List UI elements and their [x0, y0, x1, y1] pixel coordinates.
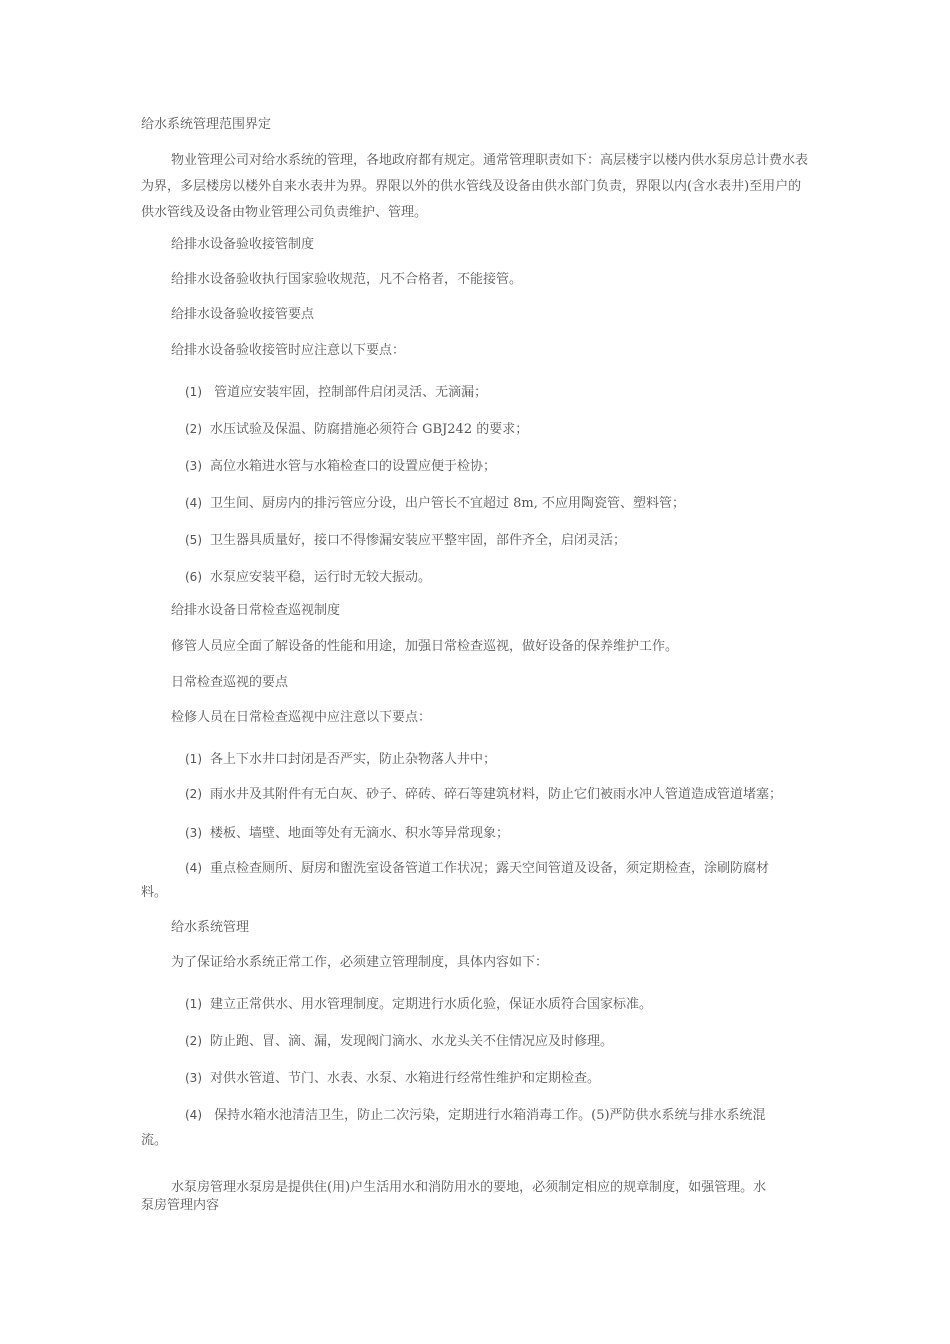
list-item: (2) 水压试验及保温、防腐措施必须符合 GBJ242 的要求； — [185, 422, 529, 437]
paragraph-acceptance-intro: 给排水设备验收接管时应注意以下要点： — [171, 343, 406, 358]
list-item: (3) 对供水管道、节门、水表、水泵、水箱进行经常性维护和定期检查。 — [185, 1071, 601, 1086]
list-item: (4) 重点检查厕所、厨房和盥洗室设备管道工作状况；露天空间管道及设备，须定期检查，涂刷防腐材 — [185, 861, 770, 876]
paragraph-pump-room-cont: 泵房管理内容 — [141, 1198, 220, 1213]
list-item: (6) 水泵应安装平稳，运行时无较大振动。 — [185, 570, 432, 585]
paragraph-inspection-intro: 检修人员在日常检查巡视中应注意以下要点： — [171, 710, 432, 725]
paragraph-water-supply-intro: 为了保证给水系统正常工作，必须建立管理制度，具体内容如下： — [171, 955, 549, 970]
list-item: (4) 保持水箱水池清洁卫生，防止二次污染，定期进行水箱消毒工作。(5)严防供水系统与排水系统混 — [185, 1108, 766, 1123]
paragraph-inspection: 修管人员应全面了解设备的性能和用途，加强日常检查巡视，做好设备的保养维护工作。 — [171, 639, 679, 654]
list-item-continuation: 料。 — [141, 885, 168, 900]
list-item: (1) 各上下水井口封闭是否严实，防止杂物落人井中； — [185, 752, 497, 767]
list-item: (3) 楼板、墙壁、地面等处有无滴水、积水等异常现象； — [185, 826, 510, 841]
list-item: (4) 卫生间、厨房内的排污管应分设，出户管长不宜超过 8m, 不应用陶瓷管、塑料管； — [185, 496, 685, 511]
paragraph-pump-room: 水泵房管理水泵房是提供住(用)户生活用水和消防用水的要地，必须制定相应的规章制度，如强管理。水 — [171, 1180, 767, 1195]
heading-inspection-points: 日常检查巡视的要点 — [171, 675, 289, 690]
heading-inspection-system: 给排水设备日常检查巡视制度 — [171, 603, 341, 618]
list-item-continuation: 流。 — [141, 1133, 168, 1148]
list-item: (3) 高位水箱进水管与水箱检查口的设置应便于检协； — [185, 459, 497, 474]
heading-acceptance-system: 给排水设备验收接管制度 — [171, 237, 315, 252]
list-item: (5) 卫生器具质量好，接口不得惨漏安装应平整牢固，部件齐全，启闭灵活； — [185, 533, 627, 548]
list-item: (1) 管道应安装牢固，控制部件启闭灵活、无滴漏； — [185, 385, 488, 400]
section-title: 给水系统管理范围界定 — [141, 117, 272, 132]
paragraph-acceptance: 给排水设备验收执行国家验收规范，凡不合格者，不能接管。 — [171, 272, 523, 287]
list-item: (2) 防止跑、冒、滴、漏，发现阀门滴水、水龙头关不住情况应及时修理。 — [185, 1034, 614, 1049]
list-item: (2) 雨水井及其附件有无白灰、砂子、碎砖、碎石等建筑材料，防止它们被雨水冲人管道造成管道堵塞； — [185, 787, 783, 802]
heading-acceptance-points: 给排水设备验收接管要点 — [171, 307, 315, 322]
paragraph-scope: 物业管理公司对给水系统的管理，各地政府都有规定。通常管理职责如下：高层楼宇以楼内供水泵房总计费水表为界，多层楼房以楼外自来水表井为界。界限以外的供水管线及设备由供水部门负责，界限以内(含水表井)至用户的供水管线及设备由物业管理公司负责维护、管理。 — [141, 153, 809, 220]
heading-water-supply: 给水系统管理 — [171, 920, 250, 935]
list-item: (1) 建立正常供水、用水管理制度。定期进行水质化验，保证水质符合国家标准。 — [185, 997, 653, 1012]
